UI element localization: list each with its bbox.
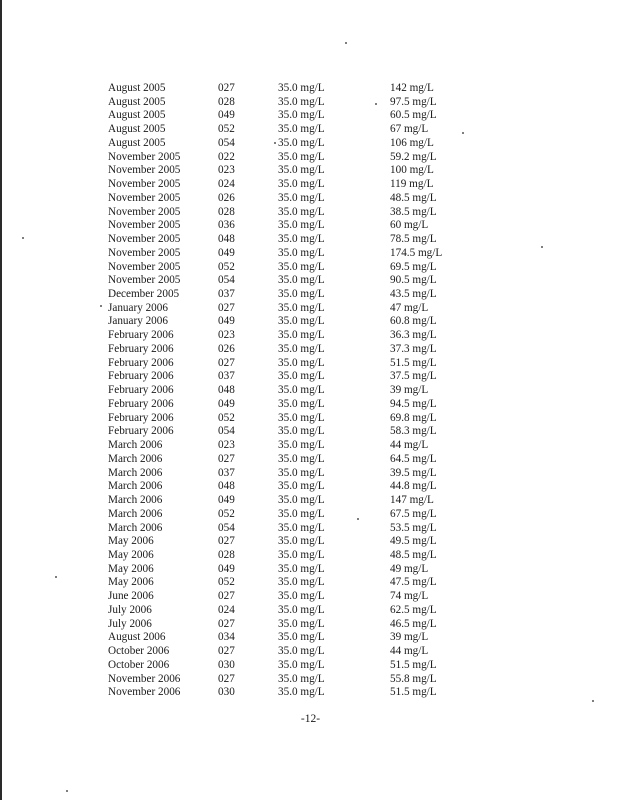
monitoring-period-cell: November 2005 — [108, 274, 181, 287]
reported-value-cell: 49.5 mg/L — [390, 535, 437, 548]
permit-limit-cell: 35.0 mg/L — [278, 466, 325, 479]
monitoring-period-cell: August 2005 — [108, 109, 166, 122]
monitoring-period-cell: February 2006 — [108, 384, 174, 397]
permit-limit-cell: 35.0 mg/L — [278, 658, 325, 671]
outfall-cell: 027 — [218, 590, 235, 603]
permit-limit-cell: 35.0 mg/L — [278, 150, 325, 163]
reported-value-cell: 119 mg/L — [390, 178, 434, 191]
monitoring-period-cell: February 2006 — [108, 356, 174, 369]
scan-speck — [462, 132, 464, 134]
table-row — [108, 370, 470, 384]
table-row — [108, 439, 470, 453]
table-row — [108, 96, 470, 110]
outfall-cell: 022 — [218, 150, 235, 163]
table-row — [108, 329, 470, 343]
monitoring-period-cell: May 2006 — [108, 576, 154, 589]
reported-value-cell: 36.3 mg/L — [390, 329, 437, 342]
monitoring-period-cell: November 2005 — [108, 191, 181, 204]
table-row — [108, 453, 470, 467]
outfall-cell: 026 — [218, 342, 235, 355]
reported-value-cell: 97.5 mg/L — [390, 95, 437, 108]
monitoring-period-cell: November 2005 — [108, 150, 181, 163]
reported-value-cell: 44.8 mg/L — [390, 480, 437, 493]
reported-value-cell: 142 mg/L — [390, 82, 434, 94]
page-number: -12- — [300, 713, 321, 725]
permit-limit-cell: 35.0 mg/L — [278, 205, 325, 218]
outfall-cell: 052 — [218, 576, 235, 589]
monitoring-period-cell: November 2006 — [108, 672, 181, 685]
reported-value-cell: 48.5 mg/L — [390, 191, 437, 204]
monitoring-period-cell: February 2006 — [108, 342, 174, 355]
table-row — [108, 343, 470, 357]
reported-value-cell: 74 mg/L — [390, 590, 429, 603]
table-row — [108, 384, 470, 398]
permit-limit-cell: 35.0 mg/L — [278, 178, 325, 191]
monitoring-period-cell: March 2006 — [108, 452, 163, 465]
outfall-cell: 054 — [218, 521, 235, 534]
permit-limit-cell: 35.0 mg/L — [278, 246, 325, 259]
permit-limit-cell: 35.0 mg/L — [278, 301, 325, 314]
reported-value-cell: 106 mg/L — [390, 136, 434, 149]
table-row — [108, 109, 470, 123]
permit-limit-cell: 35.0 mg/L — [278, 370, 325, 383]
monitoring-period-cell: May 2006 — [108, 562, 154, 575]
table-row — [108, 357, 470, 371]
outfall-cell: 054 — [218, 274, 235, 287]
reported-value-cell: 46.5 mg/L — [390, 617, 437, 630]
monitoring-period-cell: October 2006 — [108, 658, 170, 671]
permit-limit-cell: 35.0 mg/L — [278, 397, 325, 410]
reported-value-cell: 38.5 mg/L — [390, 205, 437, 218]
permit-limit-cell: 35.0 mg/L — [278, 535, 325, 548]
reported-value-cell: 60.8 mg/L — [390, 315, 437, 328]
table-row — [108, 164, 470, 178]
table-row — [108, 604, 470, 618]
reported-value-cell: 39 mg/L — [390, 631, 429, 644]
outfall-cell: 027 — [218, 356, 235, 369]
scan-speck — [66, 790, 68, 792]
monitoring-period-cell: May 2006 — [108, 548, 154, 561]
permit-limit-cell: 35.0 mg/L — [278, 672, 325, 685]
table-row — [108, 398, 470, 412]
reported-value-cell: 78.5 mg/L — [390, 233, 437, 246]
outfall-cell: 049 — [218, 494, 235, 507]
reported-value-cell: 47 mg/L — [390, 301, 429, 314]
permit-limit-cell: 35.0 mg/L — [278, 164, 325, 177]
monitoring-period-cell: November 2005 — [108, 164, 181, 177]
monitoring-period-cell: March 2006 — [108, 439, 163, 452]
monitoring-period-cell: January 2006 — [108, 301, 168, 314]
table-row — [108, 288, 470, 302]
scan-speck — [100, 305, 102, 307]
scan-left-edge — [0, 0, 2, 800]
table-row — [108, 576, 470, 590]
table-row — [108, 549, 470, 563]
permit-limit-cell: 35.0 mg/L — [278, 480, 325, 493]
table-row — [108, 178, 470, 192]
table-row — [108, 645, 470, 659]
monitoring-period-cell: March 2006 — [108, 494, 163, 507]
scan-speck — [345, 42, 347, 44]
permit-limit-cell: 35.0 mg/L — [278, 288, 325, 301]
table-row — [108, 522, 470, 536]
table-row — [108, 412, 470, 426]
reported-value-cell: 53.5 mg/L — [390, 521, 437, 534]
table-row — [108, 233, 470, 247]
outfall-cell: 049 — [218, 109, 235, 122]
outfall-cell: 052 — [218, 260, 235, 273]
reported-value-cell: 62.5 mg/L — [390, 603, 437, 616]
outfall-cell: 049 — [218, 562, 235, 575]
permit-limit-cell: 35.0 mg/L — [278, 494, 325, 507]
monitoring-period-cell: March 2006 — [108, 521, 163, 534]
permit-limit-cell: 35.0 mg/L — [278, 562, 325, 575]
reported-value-cell: 44 mg/L — [390, 645, 429, 658]
outfall-cell: 027 — [218, 672, 235, 685]
reported-value-cell: 60.5 mg/L — [390, 109, 437, 122]
reported-value-cell: 43.5 mg/L — [390, 288, 437, 301]
outfall-cell: 037 — [218, 370, 235, 383]
outfall-cell: 036 — [218, 219, 235, 232]
reported-value-cell: 69.8 mg/L — [390, 411, 437, 424]
outfall-cell: 028 — [218, 548, 235, 561]
outfall-cell: 049 — [218, 397, 235, 410]
reported-value-cell: 39 mg/L — [390, 384, 429, 397]
outfall-cell: 028 — [218, 205, 235, 218]
monitoring-period-cell: November 2005 — [108, 178, 181, 191]
outfall-cell: 030 — [218, 658, 235, 671]
reported-value-cell: 47.5 mg/L — [390, 576, 437, 589]
scan-speck — [22, 237, 24, 239]
outfall-cell: 023 — [218, 439, 235, 452]
table-row — [108, 192, 470, 206]
monitoring-period-cell: February 2006 — [108, 397, 174, 410]
table-row — [108, 494, 470, 508]
permit-limit-cell: 35.0 mg/L — [278, 274, 325, 287]
reported-value-cell: 67 mg/L — [390, 123, 429, 136]
reported-value-cell: 100 mg/L — [390, 164, 434, 177]
reported-value-cell: 59.2 mg/L — [390, 150, 437, 163]
monitoring-period-cell: February 2006 — [108, 425, 174, 438]
reported-value-cell: 48.5 mg/L — [390, 548, 437, 561]
reported-value-cell: 174.5 mg/L — [390, 246, 443, 259]
reported-value-cell: 51.5 mg/L — [390, 686, 437, 699]
permit-limit-cell: 35.0 mg/L — [278, 342, 325, 355]
table-row — [108, 535, 470, 549]
permit-limit-cell: 35.0 mg/L — [278, 123, 325, 136]
outfall-cell: 023 — [218, 329, 235, 342]
exceedance-table — [108, 82, 470, 700]
reported-value-cell: 58.3 mg/L — [390, 425, 437, 438]
monitoring-period-cell: August 2006 — [108, 631, 166, 644]
monitoring-period-cell: November 2005 — [108, 205, 181, 218]
table-row — [108, 151, 470, 165]
table-row — [108, 480, 470, 494]
outfall-cell: 027 — [218, 535, 235, 548]
outfall-cell: 023 — [218, 164, 235, 177]
permit-limit-cell: 35.0 mg/L — [278, 452, 325, 465]
table-row — [108, 137, 470, 151]
permit-limit-cell: 35.0 mg/L — [278, 576, 325, 589]
reported-value-cell: 90.5 mg/L — [390, 274, 437, 287]
permit-limit-cell: 35.0 mg/L — [278, 329, 325, 342]
table-row — [108, 673, 470, 687]
permit-limit-cell: 35.0 mg/L — [278, 617, 325, 630]
table-row — [108, 123, 470, 137]
outfall-cell: 052 — [218, 123, 235, 136]
outfall-cell: 030 — [218, 686, 235, 699]
permit-limit-cell: 35.0 mg/L — [278, 82, 325, 94]
outfall-cell: 026 — [218, 191, 235, 204]
outfall-cell: 027 — [218, 617, 235, 630]
outfall-cell: 028 — [218, 95, 235, 108]
table-row — [108, 315, 470, 329]
monitoring-period-cell: October 2006 — [108, 645, 170, 658]
outfall-cell: 052 — [218, 507, 235, 520]
monitoring-period-cell: August 2005 — [108, 136, 166, 149]
monitoring-period-cell: March 2006 — [108, 507, 163, 520]
permit-limit-cell: 35.0 mg/L — [278, 631, 325, 644]
outfall-cell: 049 — [218, 246, 235, 259]
reported-value-cell: 51.5 mg/L — [390, 658, 437, 671]
reported-value-cell: 44 mg/L — [390, 439, 429, 452]
table-row — [108, 206, 470, 220]
scan-speck — [55, 576, 57, 578]
monitoring-period-cell: December 2005 — [108, 288, 180, 301]
outfall-cell: 027 — [218, 452, 235, 465]
permit-limit-cell: 35.0 mg/L — [278, 425, 325, 438]
table-row — [108, 247, 470, 261]
outfall-cell: 027 — [218, 301, 235, 314]
monitoring-period-cell: May 2006 — [108, 535, 154, 548]
table-row — [108, 631, 470, 645]
table-row — [108, 467, 470, 481]
scan-speck — [357, 518, 359, 520]
monitoring-period-cell: August 2005 — [108, 82, 166, 94]
outfall-cell: 027 — [218, 645, 235, 658]
outfall-cell: 027 — [218, 82, 235, 94]
monitoring-period-cell: November 2005 — [108, 219, 181, 232]
outfall-cell: 037 — [218, 466, 235, 479]
scan-speck — [375, 103, 377, 105]
reported-value-cell: 49 mg/L — [390, 562, 429, 575]
permit-limit-cell: 35.0 mg/L — [278, 136, 325, 149]
reported-value-cell: 55.8 mg/L — [390, 672, 437, 685]
reported-value-cell: 69.5 mg/L — [390, 260, 437, 273]
monitoring-period-cell: February 2006 — [108, 370, 174, 383]
reported-value-cell: 147 mg/L — [390, 494, 434, 507]
reported-value-cell: 37.5 mg/L — [390, 370, 437, 383]
reported-value-cell: 51.5 mg/L — [390, 356, 437, 369]
table-row — [108, 563, 470, 577]
outfall-cell: 054 — [218, 136, 235, 149]
table-row — [108, 618, 470, 632]
outfall-cell: 048 — [218, 384, 235, 397]
table-row — [108, 219, 470, 233]
reported-value-cell: 39.5 mg/L — [390, 466, 437, 479]
monitoring-period-cell: November 2005 — [108, 260, 181, 273]
monitoring-period-cell: August 2005 — [108, 95, 166, 108]
reported-value-cell: 37.3 mg/L — [390, 342, 437, 355]
monitoring-period-cell: February 2006 — [108, 329, 174, 342]
monitoring-period-cell: January 2006 — [108, 315, 168, 328]
monitoring-period-cell: June 2006 — [108, 590, 154, 603]
monitoring-period-cell: November 2005 — [108, 246, 181, 259]
permit-limit-cell: 35.0 mg/L — [278, 356, 325, 369]
outfall-cell: 024 — [218, 178, 235, 191]
permit-limit-cell: 35.0 mg/L — [278, 439, 325, 452]
monitoring-period-cell: March 2006 — [108, 480, 163, 493]
permit-limit-cell: 35.0 mg/L — [278, 315, 325, 328]
permit-limit-cell: 35.0 mg/L — [278, 219, 325, 232]
reported-value-cell: 60 mg/L — [390, 219, 429, 232]
table-row — [108, 274, 470, 288]
monitoring-period-cell: July 2006 — [108, 603, 152, 616]
outfall-cell: 037 — [218, 288, 235, 301]
outfall-cell: 048 — [218, 233, 235, 246]
table-row — [108, 302, 470, 316]
permit-limit-cell: 35.0 mg/L — [278, 260, 325, 273]
reported-value-cell: 67.5 mg/L — [390, 507, 437, 520]
monitoring-period-cell: August 2005 — [108, 123, 166, 136]
table-row — [108, 261, 470, 275]
scan-speck — [541, 246, 543, 248]
permit-limit-cell: 35.0 mg/L — [278, 109, 325, 122]
table-row — [108, 686, 470, 700]
monitoring-period-cell: February 2006 — [108, 411, 174, 424]
permit-limit-cell: 35.0 mg/L — [278, 95, 325, 108]
table-row — [108, 508, 470, 522]
monitoring-period-cell: July 2006 — [108, 617, 152, 630]
outfall-cell: 034 — [218, 631, 235, 644]
permit-limit-cell: 35.0 mg/L — [278, 521, 325, 534]
permit-limit-cell: 35.0 mg/L — [278, 603, 325, 616]
reported-value-cell: 94.5 mg/L — [390, 397, 437, 410]
scan-speck — [274, 142, 276, 144]
permit-limit-cell: 35.0 mg/L — [278, 686, 325, 699]
outfall-cell: 054 — [218, 425, 235, 438]
reported-value-cell: 64.5 mg/L — [390, 452, 437, 465]
exceedance-table-body — [108, 82, 470, 700]
permit-limit-cell: 35.0 mg/L — [278, 384, 325, 397]
monitoring-period-cell: November 2006 — [108, 686, 181, 699]
scan-speck — [592, 700, 594, 702]
outfall-cell: 052 — [218, 411, 235, 424]
monitoring-period-cell: March 2006 — [108, 466, 163, 479]
permit-limit-cell: 35.0 mg/L — [278, 548, 325, 561]
permit-limit-cell: 35.0 mg/L — [278, 411, 325, 424]
permit-limit-cell: 35.0 mg/L — [278, 191, 325, 204]
table-row — [108, 659, 470, 673]
table-row — [108, 425, 470, 439]
permit-limit-cell: 35.0 mg/L — [278, 590, 325, 603]
outfall-cell: 048 — [218, 480, 235, 493]
permit-limit-cell: 35.0 mg/L — [278, 233, 325, 246]
permit-limit-cell: 35.0 mg/L — [278, 507, 325, 520]
table-row — [108, 82, 470, 96]
permit-limit-cell: 35.0 mg/L — [278, 645, 325, 658]
outfall-cell: 049 — [218, 315, 235, 328]
outfall-cell: 024 — [218, 603, 235, 616]
monitoring-period-cell: November 2005 — [108, 233, 181, 246]
table-row — [108, 590, 470, 604]
